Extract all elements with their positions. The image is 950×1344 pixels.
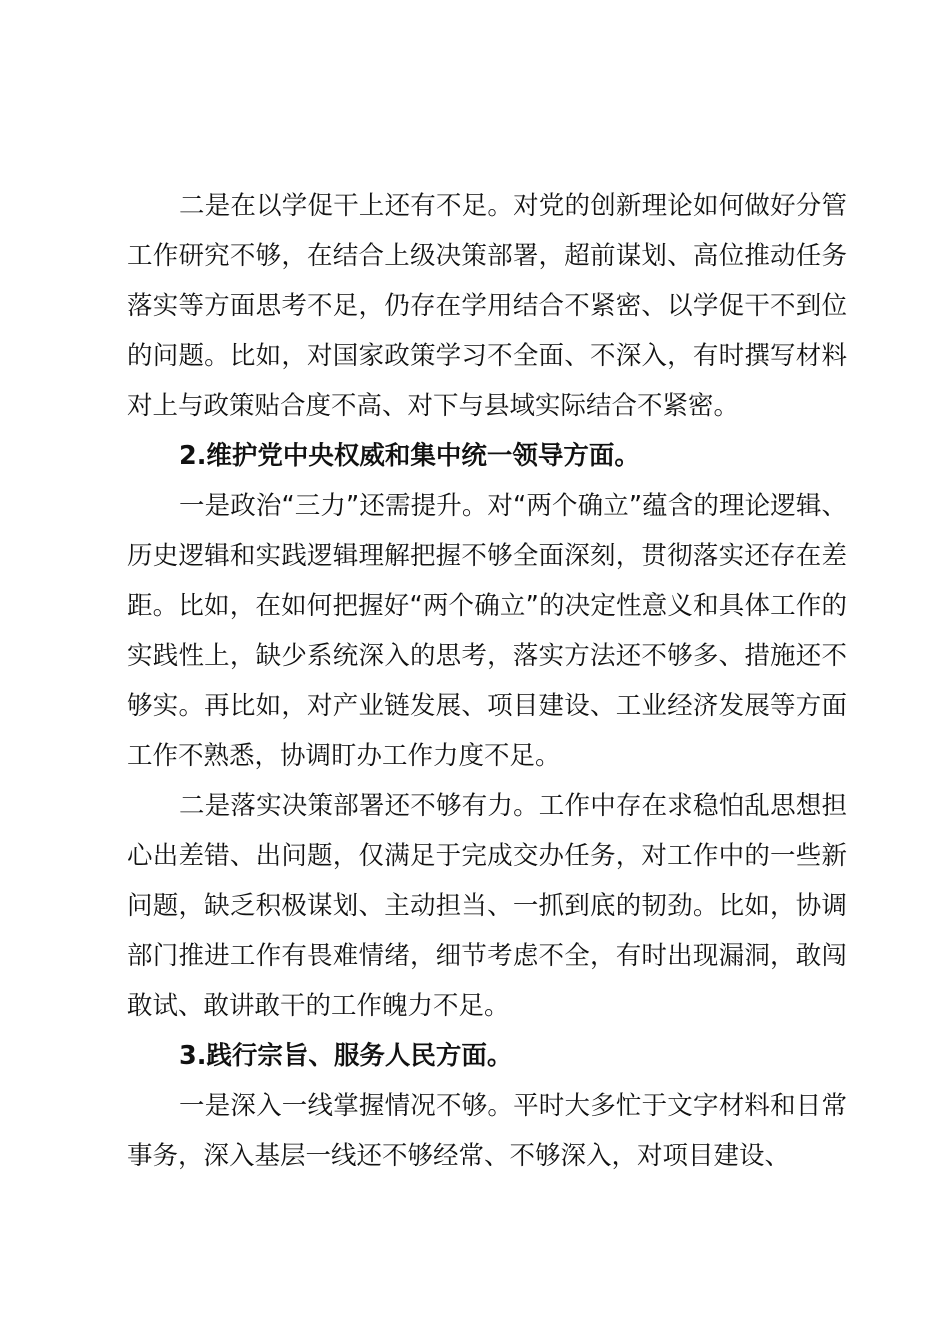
paragraph-study-application: 二是在以学促干上还有不足。对党的创新理论如何做好分管工作研究不够，在结合上级决策部署，超前谋划、高位推动任务落实等方面思考不足，仍存在学用结合不紧密、以学促干不到位的问题。比如，对国家政策学习不全面、不深入，有时撰写材料对上与政策贴合度不高、对下与县域实际结合不紧密。 [127,191,847,421]
document-page [127,181,847,1181]
section-heading-2: 2.维护党中央权威和集中统一领导方面。 [179,441,640,471]
paragraph-political-capacity: 一是政治“三力”还需提升。对“两个确立”蕴含的理论逻辑、历史逻辑和实践逻辑理解把握不够全面深刻，贯彻落实还存在差距。比如，在如何把握好“两个确立”的决定性意义和具体工作的实践性上，缺少系统深入的思考，落实方法还不够多、措施还不够实。再比如，对产业链发展、项目建设、工业经济发展等方面工作不熟悉，协调盯办工作力度不足。 [127,491,847,771]
paragraph-frontline: 一是深入一线掌握情况不够。平时大多忙于文字材料和日常事务，深入基层一线还不够经常、不够深入，对项目建设、 [127,1091,847,1171]
section-heading-3: 3.践行宗旨、服务人民方面。 [179,1041,513,1071]
paragraph-implementation: 二是落实决策部署还不够有力。工作中存在求稳怕乱思想担心出差错、出问题，仅满足于完成交办任务，对工作中的一些新问题，缺乏积极谋划、主动担当、一抓到底的韧劲。比如，协调部门推进工作有畏难情绪，细节考虑不全，有时出现漏洞，敢闯敢试、敢讲敢干的工作魄力不足。 [127,791,847,1021]
